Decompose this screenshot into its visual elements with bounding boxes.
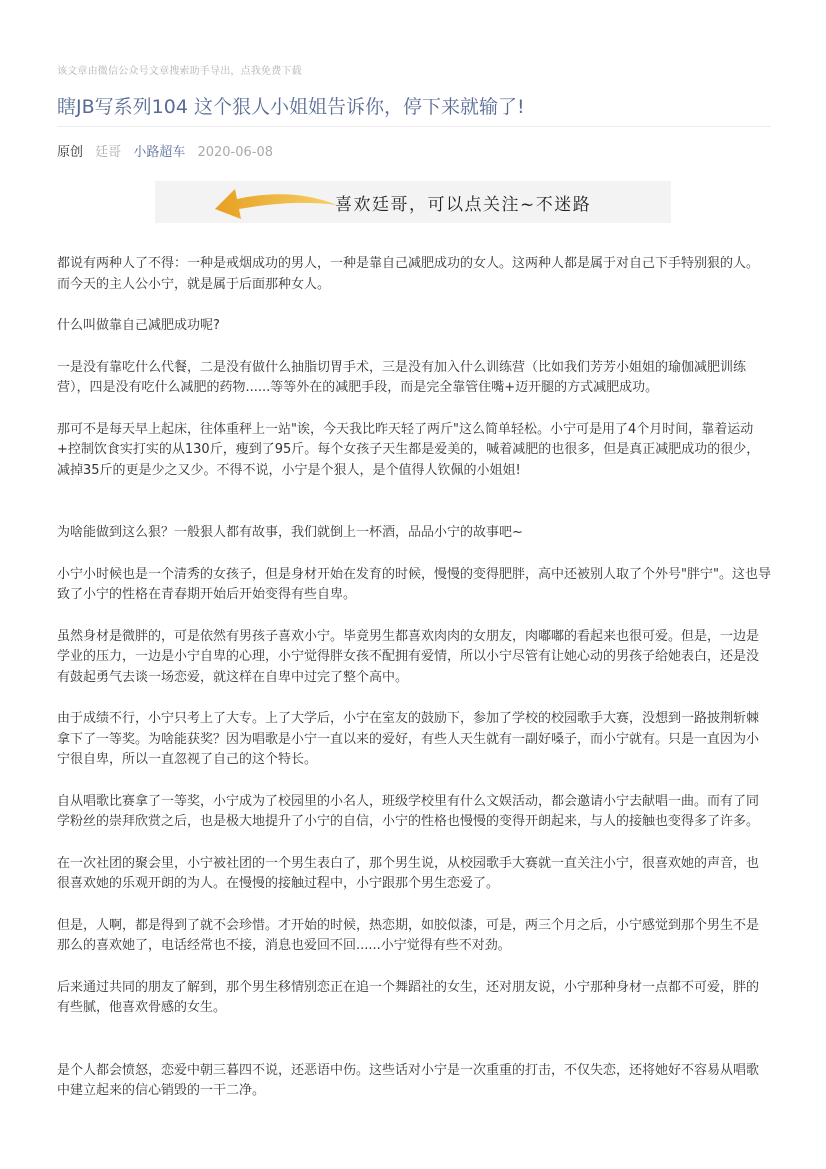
arrow-icon [213, 181, 343, 223]
paragraph: 由于成绩不行，小宁只考上了大专。上了大学后，小宁在室友的鼓励下，参加了学校的校园歌手大赛，没想到一路披荆斩棘拿下了一等奖。为啥能获奖？因为唱歌是小宁一直以来的爱好，有些人天生就有一副好嗓子，而小宁就有。只是一直因为小宁很自卑，所以一直忽视了自己的这个特长。 [57, 711, 760, 767]
paragraph: 什么叫做靠自己减肥成功呢? [57, 318, 220, 333]
article-body [57, 254, 771, 1102]
article-meta [57, 141, 281, 160]
article-title: 瞎JB写系列104 这个狠人小姐姐告诉你，停下来就输了! [57, 96, 525, 118]
title-divider [57, 126, 771, 127]
banner-text: 喜欢廷哥，可以点关注~不迷路 [335, 195, 592, 215]
paragraph: 后来通过共同的朋友了解到，那个男生移情别恋正在追一个舞蹈社的女生，还对朋友说，小宁那种身材一点都不可爱，胖的有些腻，他喜欢骨感的女生。 [57, 979, 760, 1015]
export-note-link[interactable]: 该文章由微信公众号文章搜索助手导出，点我免费下载 [57, 66, 302, 77]
paragraph: 小宁小时候也是一个清秀的女孩子，但是身材开始在发育的时候，慢慢的变得肥胖，高中还被别人取了个外号"胖宁"。这也导致了小宁的性格在青春期开始后开始变得有些自卑。 [57, 566, 771, 602]
paragraph: 为啥能做到这么狠？一般狠人都有故事，我们就倒上一杯酒，品品小宁的故事吧~ [57, 525, 523, 540]
author-name: 廷哥 [95, 145, 122, 160]
paragraph: 那可不是每天早上起床，往体重秤上一站"诶，今天我比昨天轻了两斤"这么简单轻松。小宁可是用了4个月时间，靠着运动+控制饮食实打实的从130斤，瘦到了95斤。每个女孩子天生都是爱美的，喊着减肥的也很多，但是真正减肥成功的很少，减掉35斤的更是少之又少。不得不说，小宁是个狠人，是个值得人钦佩的小姐姐! [57, 421, 760, 478]
paragraph: 虽然身材是微胖的，可是依然有男孩子喜欢小宁。毕竟男生都喜欢肉肉的女朋友，肉嘟嘟的看起来也很可爱。但是，一边是学业的压力，一边是小宁自卑的心理，小宁觉得胖女孩不配拥有爱情，所以小宁尽管有让她心动的男孩子给她表白，还是没有鼓起勇气去谈一场恋爱，就这样在自卑中过完了整个高中。 [57, 628, 760, 685]
paragraph: 都说有两种人了不得：一种是戒烟成功的男人，一种是靠自己减肥成功的女人。这两种人都是属于对自己下手特别狠的人。而今天的主人公小宁，就是属于后面那种女人。 [57, 256, 760, 292]
follow-banner [155, 181, 671, 223]
paragraph: 是个人都会愤怒，恋爱中朝三暮四不说，还恶语中伤。这些话对小宁是一次重重的打击，不仅失恋，还将她好不容易从唱歌中建立起来的信心销毁的一干二净。 [57, 1062, 760, 1098]
paragraph: 但是，人啊，都是得到了就不会珍惜。才开始的时候，热恋期，如胶似漆，可是，两三个月之后，小宁感觉到那个男生不是那么的喜欢她了，电话经常也不接，消息也爱回不回......小宁觉得有些不对劲。 [57, 917, 760, 953]
original-label: 原创 [57, 145, 84, 160]
publish-date: 2020-06-08 [197, 145, 274, 160]
account-link[interactable]: 小路超车 [133, 145, 186, 160]
paragraph: 在一次社团的聚会里，小宁被社团的一个男生表白了，那个男生说，从校园歌手大赛就一直关注小宁，很喜欢她的声音，也很喜欢她的乐观开朗的为人。在慢慢的接触过程中，小宁跟那个男生恋爱了。 [57, 855, 760, 891]
paragraph: 自从唱歌比赛拿了一等奖，小宁成为了校园里的小名人，班级学校里有什么文娱活动，都会邀请小宁去献唱一曲。而有了同学粉丝的崇拜欣赏之后，也是极大地提升了小宁的自信，小宁的性格也慢慢的变得开朗起来，与人的接触也变得多了许多。 [57, 793, 760, 829]
paragraph: 一是没有靠吃什么代餐，二是没有做什么抽脂切胃手术，三是没有加入什么训练营（比如我们芳芳小姐姐的瑜伽减肥训练营），四是没有吃什么减肥的药物......等等外在的减肥手段，而是完全靠管住嘴+迈开腿的方式减肥成功。 [57, 359, 747, 395]
